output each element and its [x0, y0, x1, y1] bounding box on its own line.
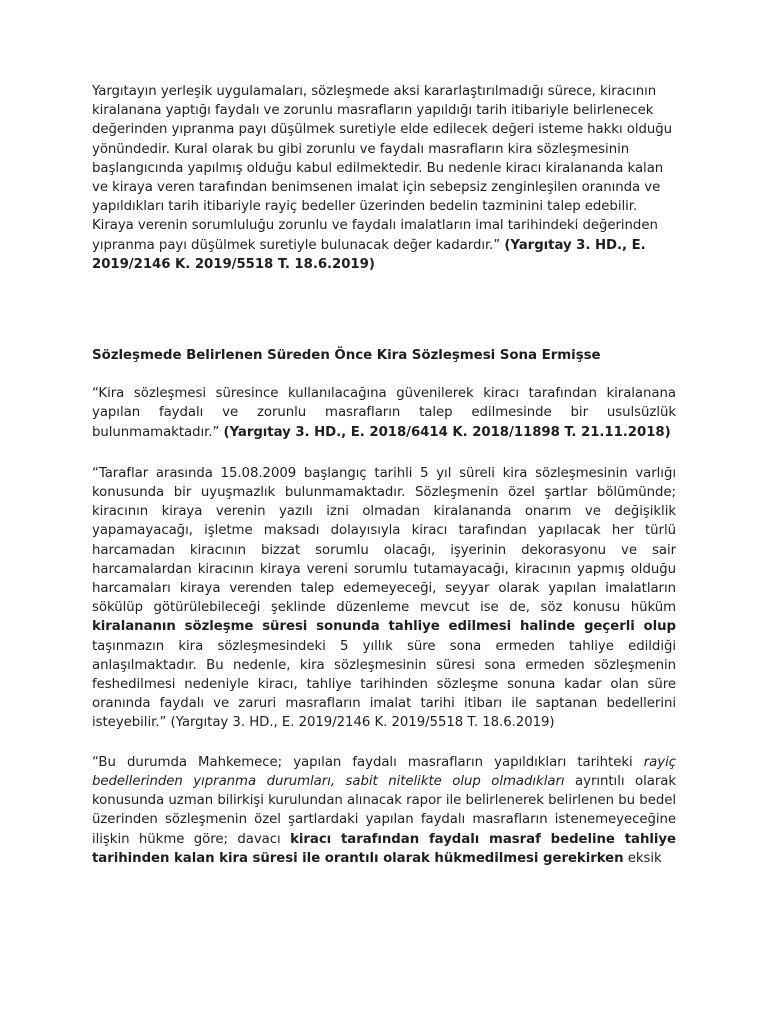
quote-2-bold-text: kiralananın sözleşme süresi sonunda tahliye edilmesi halinde geçerli olup [92, 619, 676, 635]
quote-3-italic-text: rayiç bedellerinden yıpranma durumları, sabit nitelikte olup olmadıkları [92, 754, 676, 789]
quote-paragraph-2 [92, 464, 676, 733]
intro-text: Yargıtayın yerleşik uygulamaları, sözleşmede aksi kararlaştırılmadığı sürece, kiracının kiralanana yaptığı faydalı ve zorunlu masrafların yapıldığı tarih itibariyle belirlenecek değerinden yıpranma payı düşülmek suretiyle elde edilecek değeri isteme hakkı olduğu yönündedir. Kural olarak bu gibi zorunlu ve faydalı masrafların kira sözleşmesinin başlangıcında yapılmış olduğu kabul edilmektedir. Bu nedenle kiracı kiralananda kalan ve kiraya veren tarafından benimsenen imalat için sebepsiz zenginleşilen oranında ve yapıldıkları tarih itibariyle rayiç bedeller üzerinden bedelin tazminini talep edebilir. Kiraya verenin sorumluluğu zorunlu ve faydalı imalatların imal tarihindeki değerinden yıpranma payı düşülmek suretiyle bulunacak değer kadardır.” [92, 84, 673, 253]
quote-3-bold-text: kiracı tarafından faydalı masraf bedeline tahliye tarihinden kalan kira süresi ile orantılı olarak hükmedilmesi gerekirken [92, 831, 676, 866]
quote-2-text-after: taşınmazın kira sözleşmesindeki 5 yıllık süre sona ermeden tahliye edildiği anlaşılmaktadır. Bu nedenle, kira sözleşmesinin süresi sona ermeden sözleşmenin feshedilmesi nedeniyle kiracı, tahliye tarihinden sözleşme sonuna kadar olan süre oranında faydalı ve zaruri masrafların imalat tarihi itibarı ile saptanan bedellerini isteyebilir.” (Yargıtay 3. HD., E. 2019/2146 K. 2019/5518 T. 18.6.2019) [92, 638, 676, 731]
quote-2-text-before: “Taraflar arasında 15.08.2009 başlangıç tarihli 5 yıl süreli kira sözleşmesinin varlığı konusunda bir uyuşmazlık bulunmamaktadır. Sözleşmenin özel şartlar bölümünde; kiracının kiraya verenin yazılı izni olmadan kiralananda onarım ve değişiklik yapamayacağı, işletme maksadı dolayısıyla kiracı tarafından yapılacak her türlü harcamadan kiracının bizzat sorumlu olacağı, işyerinin dekorasyonu ve sair harcamalardan kiracının kiraya vereni sorumlu tutamayacağı, kiracının yapmış olduğu harcamaları kiraya verenden talep edemeyeceği, seyyar olarak yapılan imalatların sökülüp götürülebileceği şeklinde düzenleme mevcut ise de, söz konusu hüküm [92, 465, 676, 616]
quote-1-citation: (Yargıtay 3. HD., E. 2018/6414 K. 2018/11898 T. 21.11.2018) [223, 424, 671, 440]
section-heading: Sözleşmede Belirlenen Süreden Önce Kira Sözleşmesi Sona Ermişse [92, 348, 601, 364]
quote-3-text-after: eksik [623, 850, 662, 866]
intro-citation: (Yargıtay 3. HD., E. 2019/2146 K. 2019/5518 T. 18.6.2019) [92, 237, 646, 272]
intro-paragraph [92, 82, 676, 274]
quote-3-text-middle: ayrıntılı olarak konusunda uzman bilirkişi kurulundan alınacak rapor ile belirlenerek belirlenen bu bedel üzerinden sözleşmenin özel şartlardaki yapılan faydalı masrafların istenemeyeceğine ilişkin hükme göre; davacı [92, 773, 676, 847]
quote-1-text: “Kira sözleşmesi süresince kullanılacağına güvenilerek kiracı tarafından kiralanana yapılan faydalı ve zorunlu masrafların talep edilmesinde bir usulsüzlük bulunmamaktadır.” [92, 386, 676, 440]
document-page [92, 82, 676, 868]
quote-3-text-before: “Bu durumda Mahkemece; yapılan faydalı masrafların yapıldıkları tarihteki [92, 754, 644, 770]
quote-paragraph-3 [92, 753, 676, 868]
quote-paragraph-1 [92, 384, 676, 442]
